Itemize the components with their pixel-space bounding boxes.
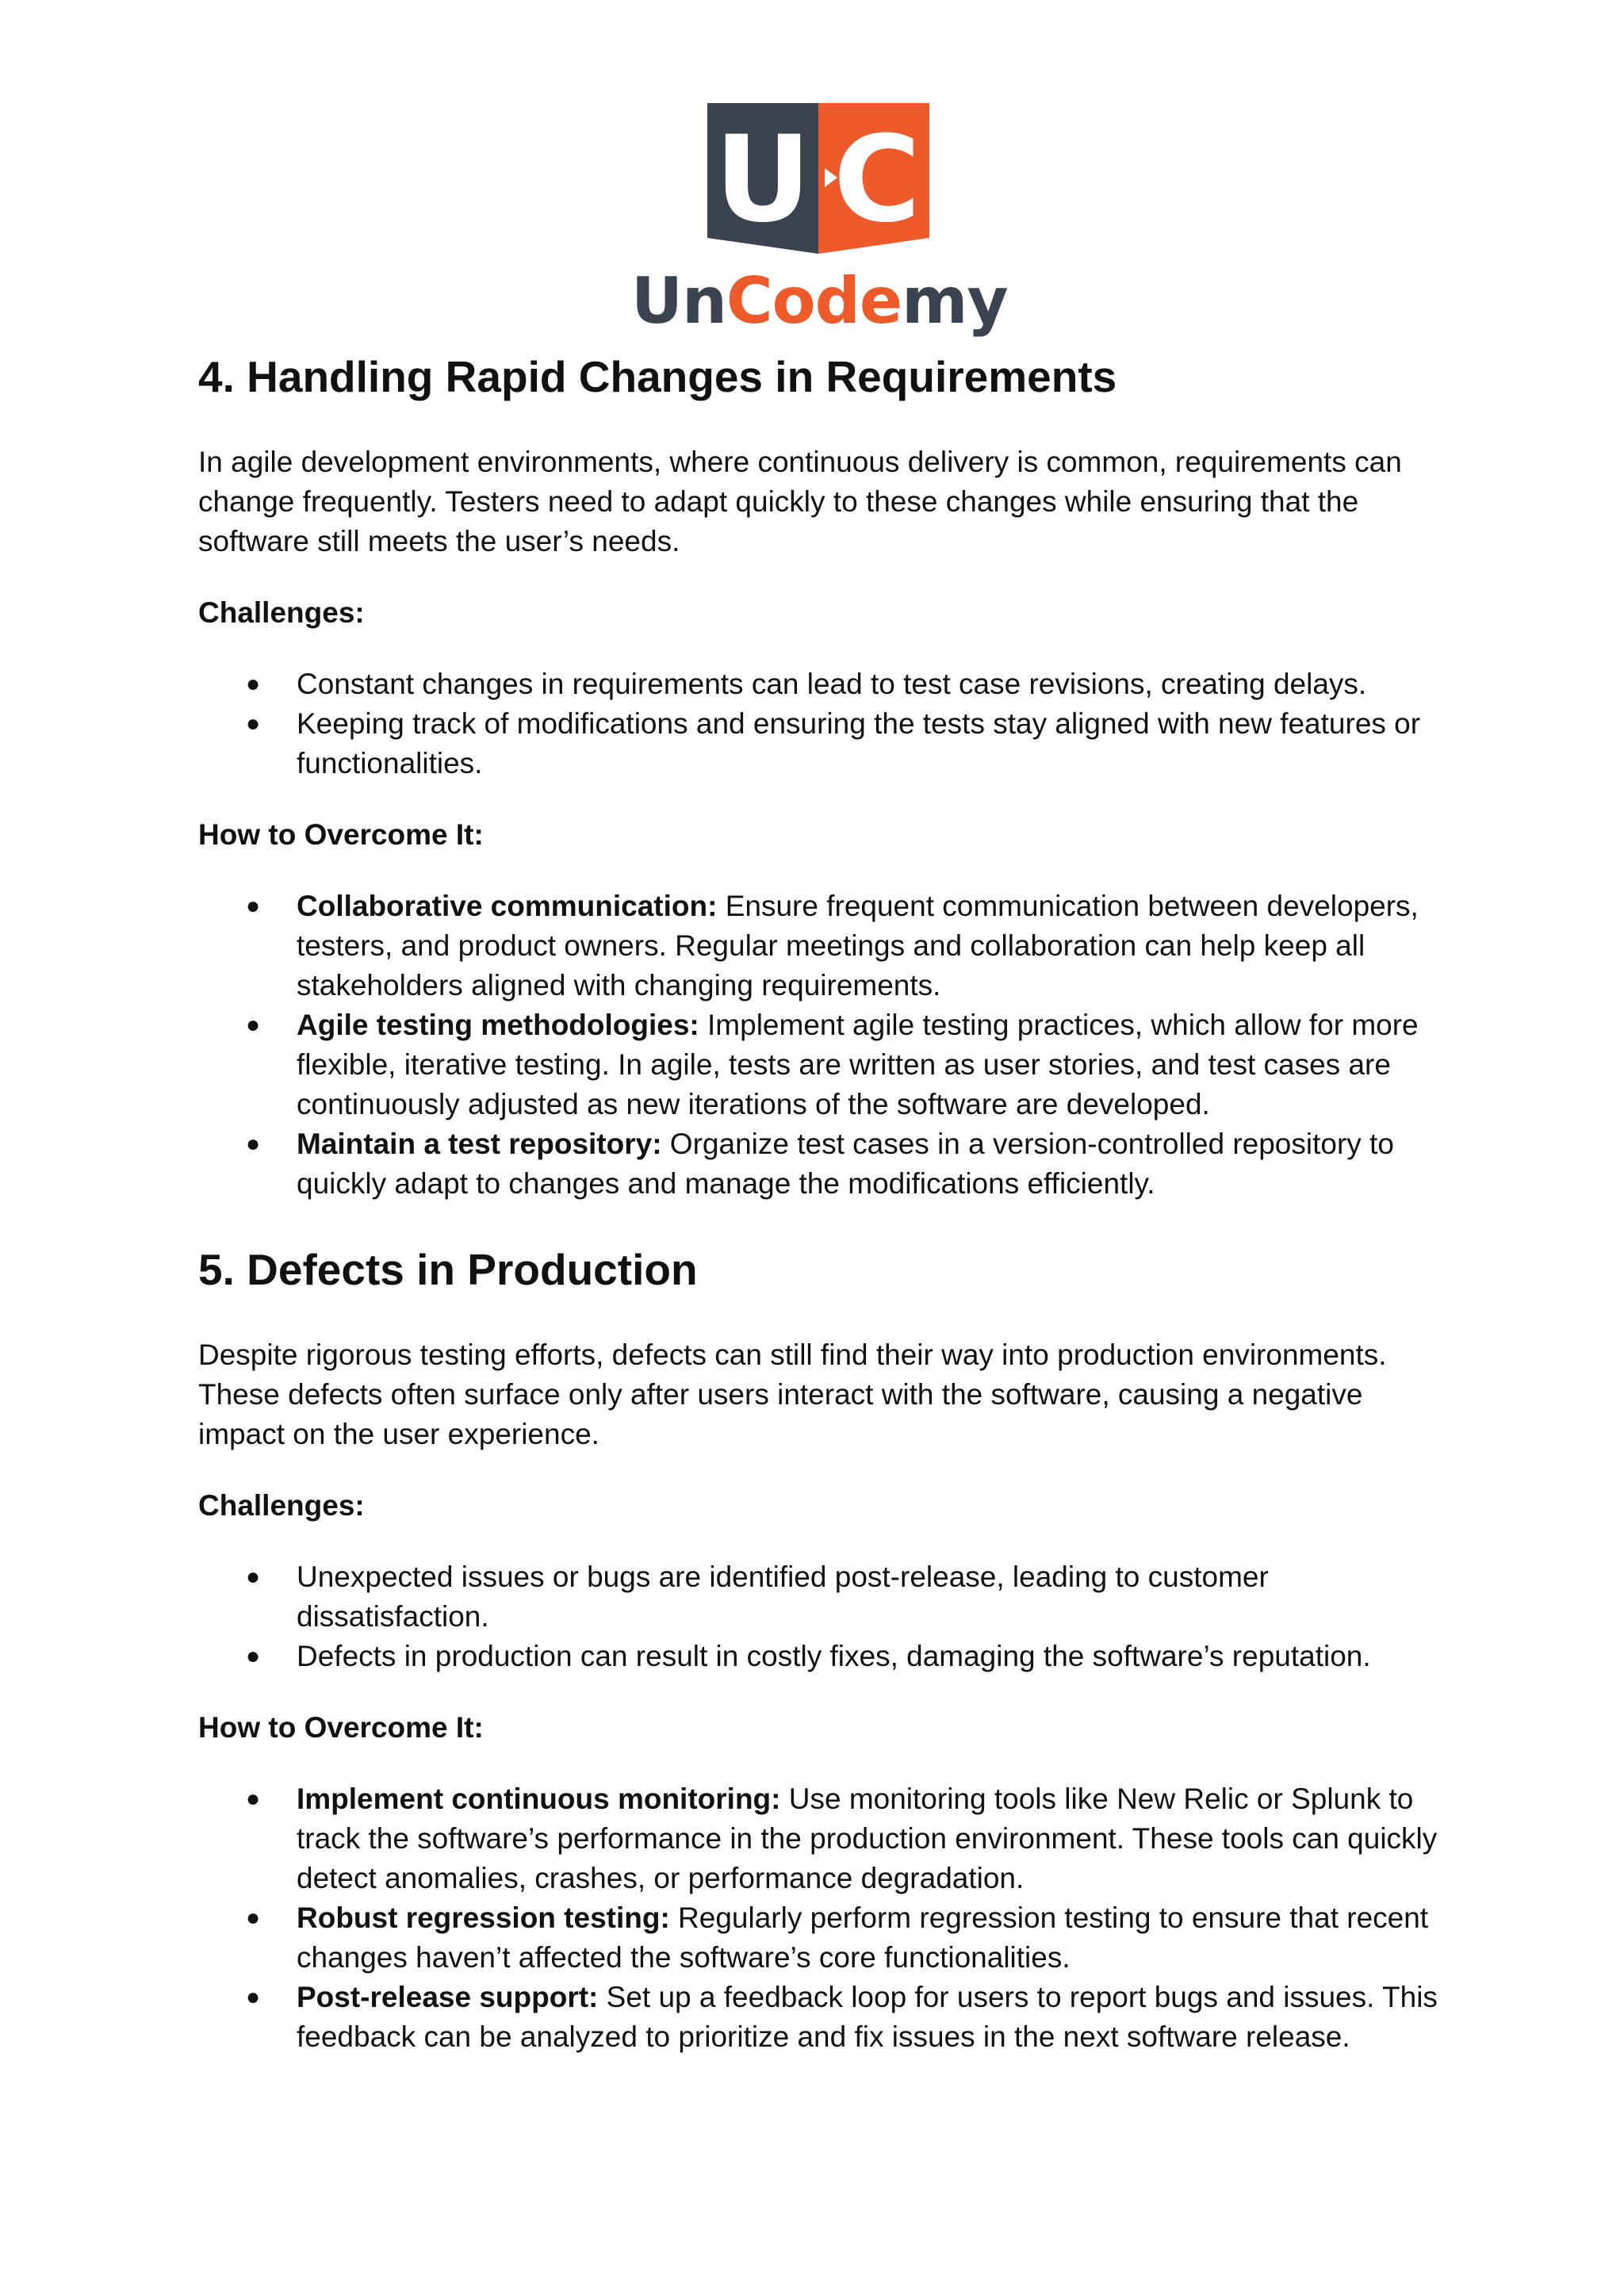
section5-challenges-label: Challenges: — [198, 1489, 365, 1522]
bullet-icon: ● — [246, 1131, 261, 1157]
logo-mark-left-letter: U — [714, 111, 811, 249]
section5-intro: Despite rigorous testing efforts, defects can still find their way into production environments. These defects often surface only after users interact with the software, causing a negative impact on the user experience. — [198, 1338, 1387, 1450]
bullet-icon: ● — [246, 1905, 261, 1931]
item-title: Post-release support: — [297, 1981, 599, 2013]
item-text: Implement agile testing practices, which allow for more flexible, iterative testing. In agile, tests are written as user stories, and test cases are continuously adjusted as new iterations of the software are developed. — [297, 1009, 1419, 1120]
bullet-icon: ● — [246, 710, 261, 737]
list-item: ● Defects in production can result in costly fixes, damaging the software’s reputation. — [198, 1637, 1451, 1676]
item-title: Maintain a test repository: — [297, 1128, 662, 1160]
section4-intro: In agile development environments, where continuous delivery is common, requirements can change frequently. Testers need to adapt quickly to these changes while ensuring that the software still meets the user’s needs. — [198, 446, 1402, 557]
bullet-icon: ● — [246, 1012, 261, 1038]
section5-heading: 5. Defects in Production — [198, 1245, 698, 1294]
bullet-icon: ● — [246, 1564, 261, 1590]
item-title: Implement continuous monitoring: — [297, 1783, 781, 1815]
item-text: Set up a feedback loop for users to report bugs and issues. This feedback can be analyzed to prioritize and fix issues in the next software release. — [297, 1981, 1438, 2053]
item-text: Use monitoring tools like New Relic or Splunk to track the software’s performance in the production environment. These tools can quickly detect anomalies, crashes, or performance degradation. — [297, 1783, 1438, 1894]
bullet-icon: ● — [246, 1984, 261, 2010]
item-text: Regularly perform regression testing to ensure that recent changes haven’t affected the software’s core functionalities. — [297, 1901, 1429, 1974]
section5-overcome-list — [198, 1779, 1451, 2057]
item-title: Collaborative communication: — [297, 890, 718, 922]
logo-mark-right-letter: C — [833, 111, 921, 249]
section4-overcome-list — [198, 887, 1451, 1204]
logo-word-part2: Code — [726, 264, 902, 338]
logo-mark-icon — [707, 103, 929, 254]
list-item — [198, 1779, 1451, 1898]
logo-word-part3: my — [902, 264, 1008, 338]
section4-challenges-label: Challenges: — [198, 596, 365, 629]
list-item — [198, 1898, 1451, 1978]
section4-overcome-label: How to Overcome It: — [198, 818, 484, 851]
list-item — [198, 1978, 1451, 2057]
logo-wordmark — [631, 264, 1008, 338]
item-title: Robust regression testing: — [297, 1901, 670, 1934]
list-item — [198, 1124, 1451, 1204]
bullet-icon: ● — [246, 1786, 261, 1812]
list-item: ● Unexpected issues or bugs are identified post-release, leading to customer dissatisfaction. — [198, 1557, 1451, 1637]
item-text: Organize test cases in a version-controlled repository to quickly adapt to changes and manage the modifications efficiently. — [297, 1128, 1394, 1200]
section4-heading: 4. Handling Rapid Changes in Requirements — [198, 352, 1117, 401]
list-item: ● Keeping track of modifications and ensuring the tests stay aligned with new features or functionalities. — [198, 704, 1451, 783]
logo-word-part1: Un — [631, 264, 726, 338]
item-title: Agile testing methodologies: — [297, 1009, 699, 1041]
document-body — [198, 349, 1451, 2089]
list-item — [198, 1005, 1451, 1124]
section4-challenges-list — [198, 664, 1451, 783]
section5-challenges-list — [198, 1557, 1451, 1676]
item-text: Ensure frequent communication between developers, testers, and product owners. Regular meetings and collaboration can help keep all stakeholders aligned with changing requirements. — [297, 890, 1419, 1001]
list-item: ● Constant changes in requirements can lead to test case revisions, creating delays. — [198, 664, 1451, 704]
uncodemy-logo — [631, 103, 1008, 341]
section5-overcome-label: How to Overcome It: — [198, 1711, 484, 1744]
bullet-icon: ● — [246, 893, 261, 919]
bullet-icon: ● — [246, 1643, 261, 1669]
bullet-icon: ● — [246, 671, 261, 697]
list-item — [198, 887, 1451, 1005]
